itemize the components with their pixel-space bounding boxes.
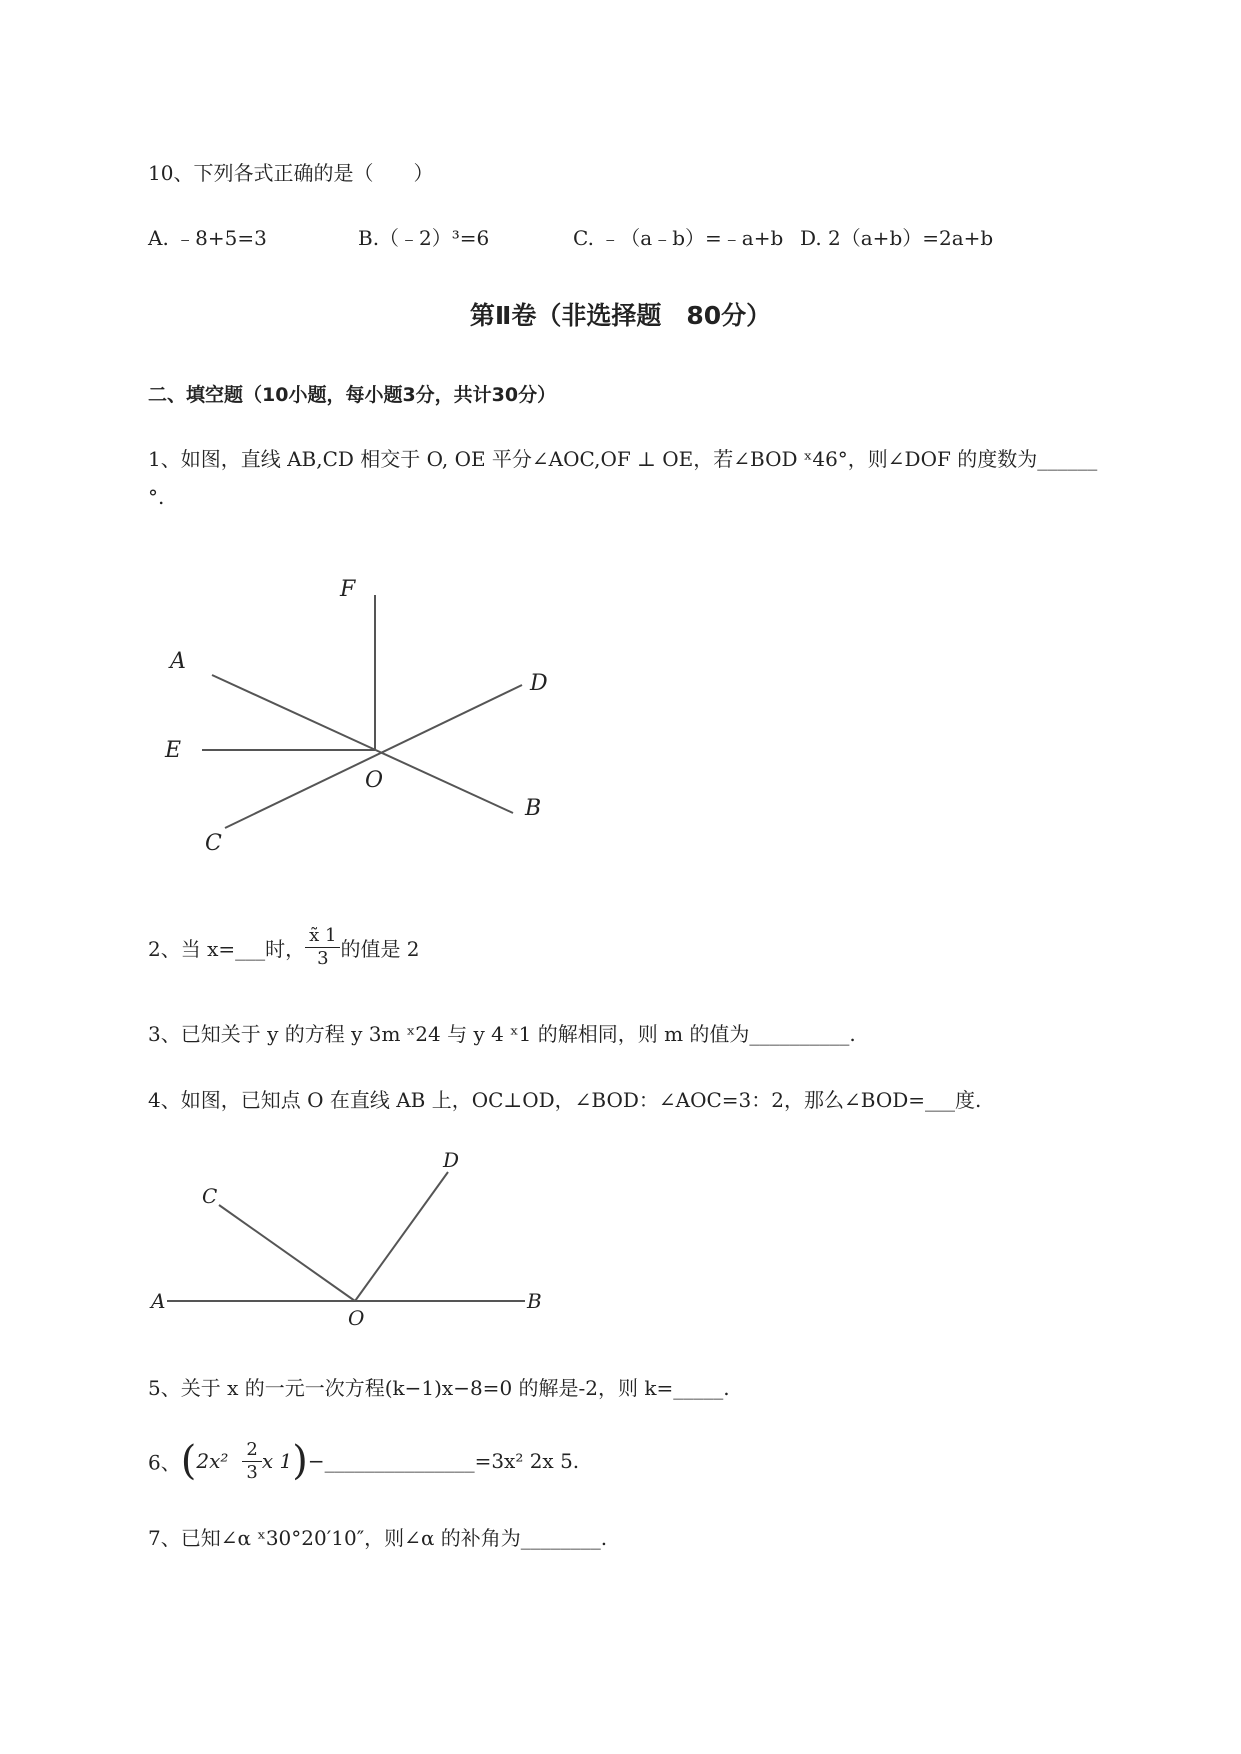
q2-post: 的值是 2 (340, 937, 420, 961)
q5-text: 5、关于 x 的一元一次方程(k−1)x−8=0 的解是-2，则 k=_____. (148, 1376, 730, 1400)
q3-text: 3、已知关于 y 的方程 y 3m ˣ24 与 y 4 ˣ1 的解相同，则 m 的值为__________. (148, 1022, 856, 1046)
q1-tail: °. (148, 485, 165, 509)
q10-option-d: D. 2（a+b）=2a+b (800, 226, 994, 250)
label-a: A (151, 1289, 166, 1313)
q6-term-a: 2x² (196, 1449, 229, 1473)
ray-od (355, 1172, 448, 1301)
label-d: D (443, 1148, 460, 1172)
ray-oc (219, 1205, 355, 1301)
q6-line (148, 1438, 579, 1484)
label-c: C (202, 1184, 218, 1208)
q10-stem: 10、下列各式正确的是（ ） (148, 161, 434, 185)
q6-term-b: x 1 (261, 1449, 293, 1473)
q10-option-b: B.（﹣2）³=6 (358, 226, 490, 250)
label-b: B (525, 796, 542, 821)
label-c: C (205, 831, 222, 856)
q2-frac-den: 3 (317, 948, 329, 969)
q6-close-paren: ) (292, 1438, 308, 1484)
label-o: O (365, 768, 384, 793)
label-a: A (170, 649, 186, 674)
label-o: O (348, 1306, 365, 1330)
line-ab (212, 675, 513, 813)
q2-frac-num: x̃ 1 (305, 925, 340, 948)
part2-title: 第Ⅱ卷（非选择题 80分） (469, 301, 772, 330)
q7-text: 7、已知∠α ˣ30°20′10″，则∠α 的补角为________. (148, 1526, 608, 1550)
q4-figure (145, 1145, 565, 1330)
q10-option-a: A. ﹣8+5=3 (148, 226, 267, 250)
q1-text: 1、如图，直线 AB,CD 相交于 O, OE 平分∠AOC,OF ⊥ OE，若∠BOD ˣ46°，则∠DOF 的度数为______ (148, 447, 1098, 471)
label-d: D (530, 671, 548, 696)
label-b: B (527, 1289, 542, 1313)
line-cd (225, 685, 522, 828)
q6-fraction (242, 1439, 261, 1484)
section2-heading: 二、填空题（10小题，每小题3分，共计30分） (148, 384, 557, 406)
q2-fraction (305, 925, 340, 970)
label-e: E (165, 738, 182, 763)
q6-pre: 6、 (148, 1450, 181, 1475)
q1-figure (150, 565, 570, 865)
q2-line (148, 925, 420, 970)
q2-pre: 2、当 x=___时， (148, 937, 306, 961)
label-f: F (340, 577, 356, 602)
q10-option-c: C. ﹣（a﹣b）=﹣a+b (573, 226, 784, 250)
q6-frac-num: 2 (242, 1439, 261, 1462)
q4-text: 4、如图，已知点 O 在直线 AB 上，OC⊥OD，∠BOD：∠AOC=3：2，那么∠BOD=___度. (148, 1088, 982, 1112)
q6-frac-den: 3 (246, 1461, 258, 1483)
q6-post: −_______________=3x² 2x 5. (307, 1449, 580, 1473)
q6-open-paren: ( (180, 1438, 197, 1484)
